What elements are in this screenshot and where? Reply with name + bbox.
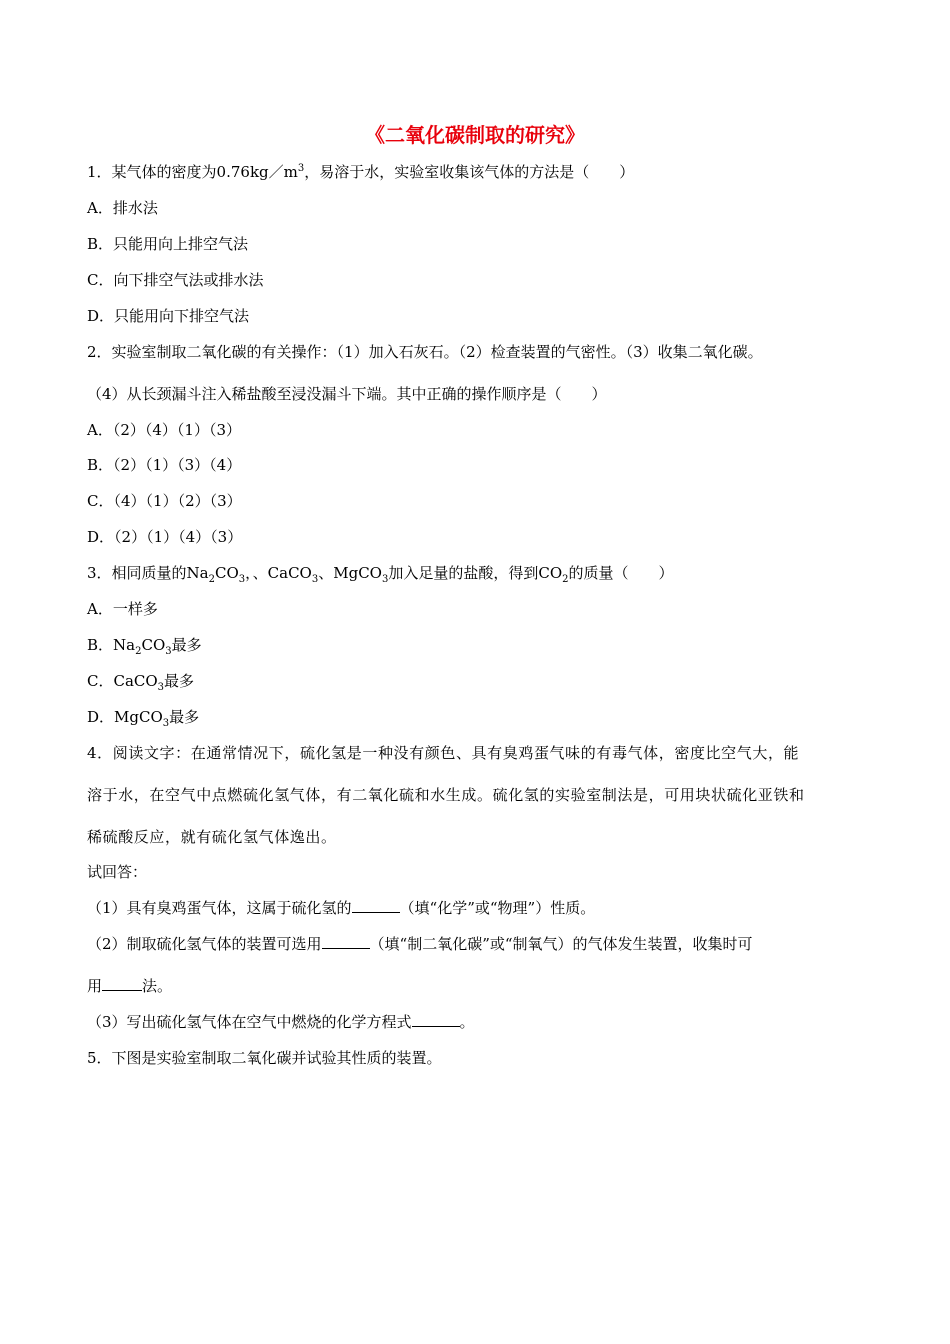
option-b-text-2: CO — [141, 636, 166, 654]
question-1-superscript: 3 — [297, 163, 305, 174]
question-3-text-1: 3．相同质量的Na — [87, 564, 209, 582]
question-3-subscript-5: 2 — [562, 574, 569, 585]
answer-blank-4[interactable] — [412, 1012, 460, 1027]
option-c-text-1: C．CaCO — [87, 672, 158, 690]
option-c-text-2: 最多 — [164, 672, 195, 690]
question-3-option-b — [87, 634, 202, 656]
option-b-subscript-2: 3 — [165, 646, 172, 657]
question-3-subscript-4: 3 — [381, 574, 389, 585]
question-3-subscript-3: 3 — [311, 574, 319, 585]
sub1-text-1: （1）具有臭鸡蛋气体，这属于硫化氢的 — [87, 899, 352, 917]
question-4-sub1 — [87, 897, 595, 919]
question-2-stem-line2: （4）从长颈漏斗注入稀盐酸至浸没漏斗下端。其中正确的操作顺序是（ ） — [87, 385, 607, 403]
question-3-text-2: CO — [215, 564, 239, 582]
sub2-text-4: 法。 — [142, 977, 173, 995]
question-4-line2: 溶于水，在空气中点燃硫化氢气体，有二氧化硫和水生成。硫化氢的实验室制法是，可用块状硫化亚铁和 — [87, 786, 805, 804]
option-b-subscript-1: 2 — [135, 646, 142, 657]
question-5-stem: 5．下图是实验室制取二氧化碳并试验其性质的装置。 — [87, 1049, 442, 1067]
option-c-subscript: 3 — [157, 682, 165, 693]
question-3-text-3: ，、CaCO — [245, 564, 312, 582]
question-2-option-b: B．（2）（1）（3）（4） — [87, 456, 242, 474]
answer-blank-3[interactable] — [102, 976, 142, 991]
question-3-text-5: 加入足量的盐酸，得到CO — [388, 564, 563, 582]
question-1-option-d: D．只能用向下排空气法 — [87, 307, 250, 325]
sub3-text-2: 。 — [459, 1013, 475, 1031]
question-1-stem — [87, 161, 634, 183]
question-1-stem-a: 1．某气体的密度为0.76kg／m — [87, 163, 298, 181]
question-1-stem-b: ，易溶于水，实验室收集该气体的方法是（ ） — [304, 163, 635, 181]
question-4-line1: 4．阅读文字：在通常情况下，硫化氢是一种没有颜色、具有臭鸡蛋气味的有毒气体，密度比空气大，能 — [87, 744, 800, 762]
answer-blank-2[interactable] — [322, 934, 370, 949]
question-3-subscript-2: 3 — [238, 574, 246, 585]
question-3-text-4: 、MgCO — [318, 564, 382, 582]
option-d-subscript: 3 — [162, 718, 170, 729]
question-4-sub2-cont — [87, 975, 172, 997]
question-2-option-d: D．（2）（1）（4）（3） — [87, 528, 243, 546]
question-3-option-d — [87, 706, 199, 728]
question-3-stem — [87, 562, 674, 584]
question-4-sub3 — [87, 1011, 475, 1033]
sub2-text-2: （填“制二氧化碳”或“制氧气）的气体发生装置，收集时可 — [369, 935, 753, 953]
option-d-text-2: 最多 — [169, 708, 200, 726]
option-b-text-1: B．Na — [87, 636, 136, 654]
question-3-subscript-1: 2 — [208, 574, 215, 585]
sub3-text-1: （3）写出硫化氢气体在空气中燃烧的化学方程式 — [87, 1013, 412, 1031]
page-title: 《二氧化碳制取的研究》 — [365, 123, 585, 147]
question-1-option-c: C．向下排空气法或排水法 — [87, 271, 264, 289]
question-4-sub2 — [87, 933, 753, 955]
question-2-stem-line1: 2．实验室制取二氧化碳的有关操作：（1）加入石灰石。（2）检查装置的气密性。（3）收集二氧化碳。 — [87, 343, 763, 361]
question-2-option-a: A．（2）（4）（1）（3） — [87, 421, 242, 439]
question-1-option-b: B．只能用向上排空气法 — [87, 235, 249, 253]
question-3-text-6: 的质量（ ） — [568, 564, 674, 582]
option-b-text-3: 最多 — [171, 636, 202, 654]
sub2-text-3: 用 — [87, 977, 103, 995]
question-2-option-c: C．（4）（1）（2）（3） — [87, 492, 242, 510]
answer-blank-1[interactable] — [352, 898, 400, 913]
question-3-option-a: A．一样多 — [87, 600, 158, 618]
question-1-option-a: A．排水法 — [87, 199, 158, 217]
option-d-text-1: D．MgCO — [87, 708, 163, 726]
sub2-text-1: （2）制取硫化氢气体的装置可选用 — [87, 935, 322, 953]
question-4-prompt: 试回答： — [87, 863, 148, 881]
question-4-line3: 稀硫酸反应，就有硫化氢气体逸出。 — [87, 828, 337, 846]
question-3-option-c — [87, 670, 194, 692]
sub1-text-2: （填“化学”或“物理”）性质。 — [399, 899, 596, 917]
